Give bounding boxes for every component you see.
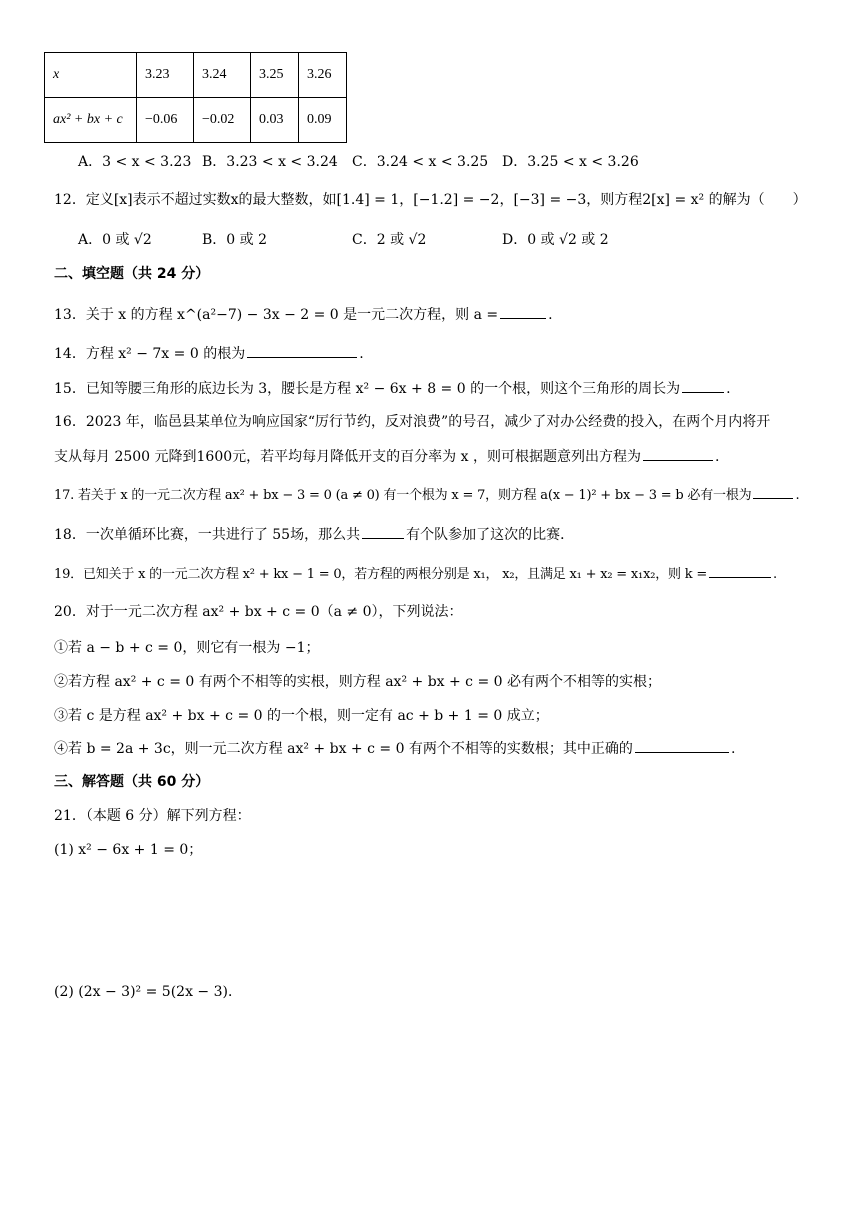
table-cell: 0.03 [251, 98, 299, 143]
answer-blank [500, 304, 546, 319]
question-16-line-2: 支从每月 2500 元降到1600元，若平均每月降低开支的百分率为 x ，则可根据题意列出方程为 . [54, 446, 719, 467]
question-21-part-1: (1) x² − 6x + 1 = 0； [54, 842, 203, 858]
q12-option-b: B．0 或 2 [202, 232, 268, 248]
q11-option-d: D．3.25 < x < 3.26 [502, 154, 639, 170]
q11-option-a: A．3 < x < 3.23 [78, 154, 192, 170]
question-20-statement-2: ②若方程 ax² + c = 0 有两个不相等的实根，则方程 ax² + bx + c = 0 必有两个不相等的实根； [54, 674, 662, 690]
question-14: 14．方程 x² − 7x = 0 的根为 . [54, 343, 364, 364]
question-17: 17. 若关于 x 的一元二次方程 ax² + bx − 3 = 0 (a ≠ 0) 有一个根为 x = 7，则方程 a(x − 1)² + bx − 3 = b 必有一根为 . [54, 484, 799, 506]
table-row [45, 53, 347, 98]
question-text-tail: 有个队参加了这次的比赛． [406, 527, 575, 543]
table-cell: 3.26 [299, 53, 347, 98]
table-cell: −0.06 [137, 98, 194, 143]
question-text: 13．关于 x 的方程 x^(a²−7) − 3x − 2 = 0 是一元二次方程，则 a = [54, 307, 499, 323]
question-18 [54, 524, 574, 545]
q12-option-c: C．2 或 √2 [352, 232, 427, 248]
question-20-statement-3: ③若 c 是方程 ax² + bx + c = 0 的一个根，则一定有 ac + b + 1 = 0 成立； [54, 708, 549, 724]
answer-blank [643, 446, 713, 461]
value-table [44, 52, 347, 143]
question-20-statement-1: ①若 a − b + c = 0，则它有一根为 −1； [54, 640, 320, 656]
section-heading-solve: 三、解答题（共 60 分） [54, 774, 210, 790]
question-15: 15．已知等腰三角形的底边长为 3，腰长是方程 x² − 6x + 8 = 0 的一个根，则这个三角形的周长为 . [54, 378, 731, 399]
question-text: ④若 b = 2a + 3c，则一元二次方程 ax² + bx + c = 0 有两个不相等的实数根；其中正确的 [54, 741, 633, 757]
table-cell: 3.24 [194, 53, 251, 98]
question-12: 12．定义[x]表示不超过实数x的最大整数，如[1.4] = 1，[−1.2] = −2，[−3] = −3，则方程2[x] = x² 的解为（ ） [54, 192, 807, 208]
answer-blank [709, 563, 771, 578]
answer-blank [635, 738, 729, 753]
question-text: 19．已知关于 x 的一元二次方程 x² + kx − 1 = 0，若方程的两根分别是 x₁， x₂，且满足 x₁ + x₂ = x₁x₂，则 k = [54, 567, 708, 582]
table-row [45, 98, 347, 143]
table-cell: 3.23 [137, 53, 194, 98]
question-text: 14．方程 x² − 7x = 0 的根为 [54, 346, 246, 362]
question-19: 19．已知关于 x 的一元二次方程 x² + kx − 1 = 0，若方程的两根分别是 x₁， x₂，且满足 x₁ + x₂ = x₁x₂，则 k = . [54, 563, 777, 585]
question-text: 18．一次单循环比赛，一共进行了 55场，那么共 [54, 527, 361, 543]
q11-option-b: B．3.23 < x < 3.24 [202, 154, 338, 170]
q11-option-c: C．3.24 < x < 3.25 [352, 154, 489, 170]
answer-blank [753, 484, 793, 499]
table-cell: 3.25 [251, 53, 299, 98]
question-21-part-2: (2) (2x − 3)² = 5(2x − 3)． [54, 984, 242, 1000]
table-cell: 0.09 [299, 98, 347, 143]
question-text: 17. 若关于 x 的一元二次方程 ax² + bx − 3 = 0 (a ≠ 0) 有一个根为 x = 7，则方程 a(x − 1)² + bx − 3 = b 必有一根为 [54, 488, 752, 503]
section-heading-fill-in: 二、填空题（共 24 分） [54, 266, 210, 282]
question-13: 13．关于 x 的方程 x^(a²−7) − 3x − 2 = 0 是一元二次方程，则 a = . [54, 304, 553, 325]
question-text: 支从每月 2500 元降到1600元，若平均每月降低开支的百分率为 x ，则可根据题意列出方程为 [54, 449, 641, 465]
answer-blank [682, 378, 724, 393]
answer-blank [362, 524, 404, 539]
question-text: 15．已知等腰三角形的底边长为 3，腰长是方程 x² − 6x + 8 = 0 的一个根，则这个三角形的周长为 [54, 381, 681, 397]
question-20: 20．对于一元二次方程 ax² + bx + c = 0（a ≠ 0），下列说法： [54, 604, 463, 620]
table-header-expression: ax² + bx + c [45, 98, 137, 143]
q12-option-a: A．0 或 √2 [78, 232, 152, 248]
q12-option-d: D．0 或 √2 或 2 [502, 232, 609, 248]
question-20-statement-4: ④若 b = 2a + 3c，则一元二次方程 ax² + bx + c = 0 有两个不相等的实数根；其中正确的 . [54, 738, 735, 759]
question-21: 21．（本题 6 分）解下列方程： [54, 808, 251, 824]
question-16-line-1: 16．2023 年，临邑县某单位为响应国家“厉行节约，反对浪费”的号召，减少了对办公经费的投入，在两个月内将开 [54, 414, 771, 430]
answer-blank [247, 343, 357, 358]
table-cell: −0.02 [194, 98, 251, 143]
table-header-x: x [45, 53, 137, 98]
